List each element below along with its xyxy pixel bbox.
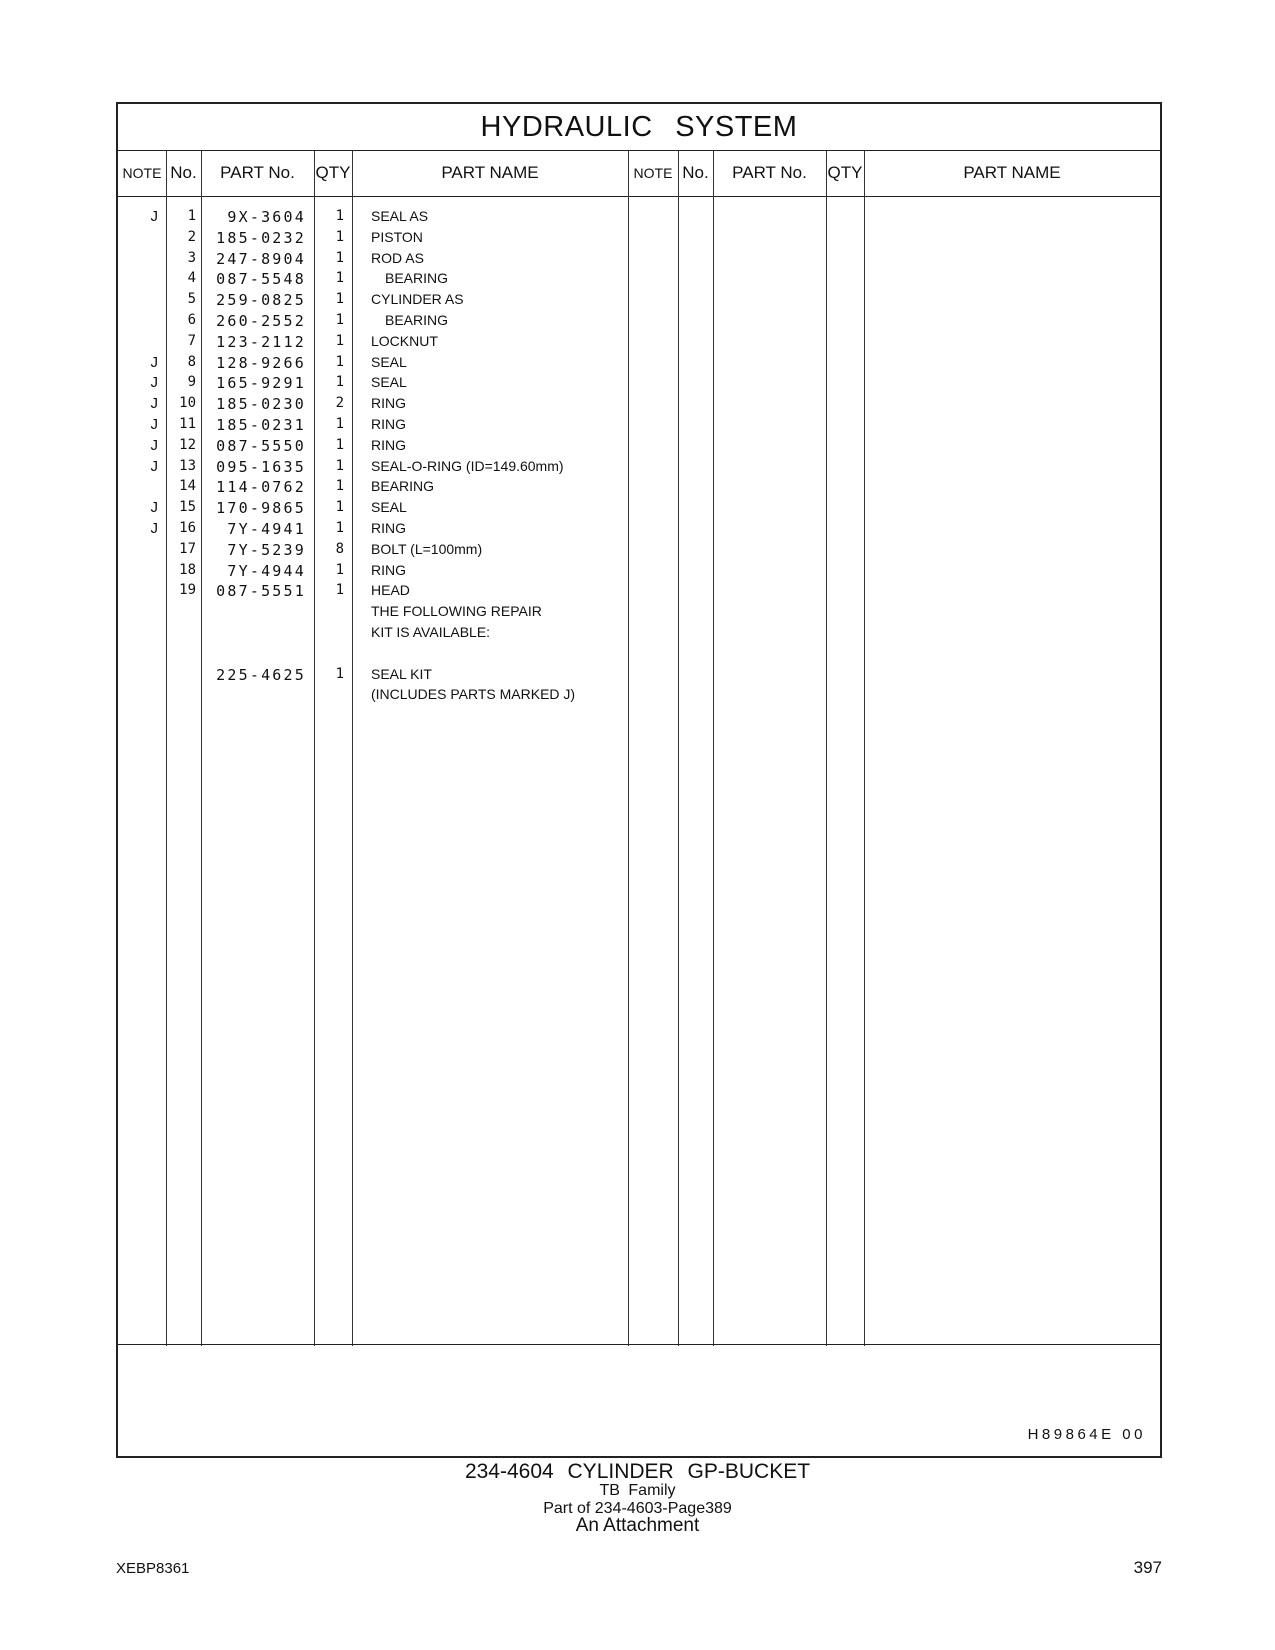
drawing-code: H89864E 00 [1027,1426,1146,1443]
part-name-cell: SEAL [371,353,407,370]
quantity-cell: 1 [335,249,344,266]
part-number-cell: 185-0232 [216,228,306,247]
table-row [118,478,1164,500]
table-row [118,582,1164,604]
header-note-right: NOTE [633,165,673,181]
item-number-cell: 14 [179,478,196,495]
table-row [118,395,1164,417]
quantity-cell: 1 [335,499,344,516]
item-number-cell: 4 [187,270,196,287]
part-number-cell: 259-0825 [216,291,306,310]
quantity-cell: 1 [335,208,344,224]
quantity-cell: 8 [335,540,344,557]
note-cell: J [150,395,158,413]
part-name-cell: HEAD [371,582,410,599]
item-number-cell: 5 [187,291,196,308]
part-name-cell: LOCKNUT [371,332,438,349]
table-row [118,229,1164,251]
part-number-cell: 225-4625 [216,665,306,684]
quantity-cell: 1 [335,665,344,682]
part-name-cell: SEAL AS [371,208,429,224]
assembly-part-of: Part of 234-4603-Page389 [543,1500,732,1517]
part-number-cell: 7Y-4944 [227,561,306,580]
table-row [118,291,1164,313]
quantity-cell: 1 [335,416,344,432]
header-qty-right: QTY [827,163,863,182]
quantity-cell: 1 [335,228,344,245]
part-name-cell: BEARING [385,270,449,287]
note-cell: J [150,208,158,225]
part-name-cell: SEAL [371,374,407,391]
quantity-cell: 1 [335,312,344,328]
table-row [118,437,1164,459]
part-number-cell: 114-0762 [216,478,306,497]
table-row [118,416,1164,438]
part-number-cell: 095-1635 [216,457,306,476]
quantity-cell: 1 [335,457,344,474]
quantity-cell: 1 [335,374,344,391]
item-number-cell: 1 [187,208,196,224]
table-row [118,270,1164,292]
note-cell: J [150,416,158,433]
part-name-cell: RING [371,395,406,412]
part-name-cell: SEAL KIT [371,665,432,682]
quantity-cell: 1 [335,478,344,495]
part-number-cell: 9X-3604 [227,208,306,226]
part-number-cell: 087-5550 [216,436,306,455]
part-number-cell: 123-2112 [216,332,306,351]
part-name-cell: THE FOLLOWING REPAIR [371,603,542,620]
item-number-cell: 11 [179,416,196,432]
header-part-no-left: PART No. [220,163,295,182]
table-row [118,624,1164,646]
part-number-cell: 170-9865 [216,499,306,518]
table-row [118,458,1164,480]
item-number-cell: 2 [187,228,196,245]
header-part-name-left: PART NAME [441,163,539,182]
item-number-cell: 6 [187,312,196,328]
part-number-cell: 260-2552 [216,312,306,330]
part-name-cell: CYLINDER AS [371,291,464,308]
table-row [118,374,1164,396]
note-cell: J [150,374,158,392]
note-cell: J [150,436,158,454]
section-title: HYDRAULIC SYSTEM [118,104,1160,151]
item-number-cell: 7 [187,332,196,349]
table-row [118,312,1164,334]
parts-list-sheet [116,102,1162,1458]
header-part-no-right: PART No. [732,163,807,182]
part-number-cell: 247-8904 [216,249,306,268]
item-number-cell: 12 [179,436,196,453]
part-name-cell: RING [371,436,406,453]
table-row [118,208,1164,230]
table-row [118,520,1164,542]
table-row [118,354,1164,376]
header-note-left: NOTE [122,165,162,181]
part-number-cell: 7Y-4941 [227,520,306,538]
item-number-cell: 18 [179,561,196,578]
header-no-right: No. [682,163,709,182]
part-name-cell: BOLT (L=100mm) [371,540,483,557]
part-name-cell: (INCLUDES PARTS MARKED J) [371,686,576,703]
table-row [118,333,1164,355]
part-number-cell: 165-9291 [216,374,306,393]
part-number-cell: 185-0231 [216,416,306,434]
item-number-cell: 17 [179,540,196,557]
table-row [118,499,1164,521]
note-cell: J [150,499,158,517]
document-id: XEBP8361 [116,1560,190,1577]
header-no-left: No. [170,163,197,182]
quantity-cell: 1 [335,270,344,287]
note-cell: J [150,457,158,475]
header-qty-left: QTY [315,163,351,182]
quantity-cell: 1 [335,436,344,453]
part-name-cell: RING [371,561,406,578]
part-name-cell: ROD AS [371,249,424,266]
part-number-cell: 185-0230 [216,395,306,414]
assembly-attachment: An Attachment [575,1515,700,1536]
note-cell: J [150,520,158,537]
item-number-cell: 13 [179,457,196,474]
part-number-cell: 087-5551 [216,582,306,601]
assembly-title: 234-4604 CYLINDER GP-BUCKET [464,1460,811,1483]
item-number-cell: 15 [179,499,196,516]
quantity-cell: 1 [335,332,344,349]
table-row [118,603,1164,625]
quantity-cell: 1 [335,520,344,536]
quantity-cell: 2 [335,395,344,412]
table-row [118,686,1164,708]
part-name-cell: KIT IS AVAILABLE: [371,624,491,640]
item-number-cell: 10 [179,395,196,412]
table-row [118,666,1164,688]
item-number-cell: 19 [179,582,196,599]
table-row [118,562,1164,584]
column-header-row [118,150,1160,197]
item-number-cell: 8 [187,353,196,370]
quantity-cell: 1 [335,353,344,370]
part-name-cell: BEARING [371,478,435,495]
item-number-cell: 16 [179,520,196,536]
header-part-name-right: PART NAME [963,163,1061,182]
part-number-cell: 087-5548 [216,270,306,289]
part-name-cell: RING [371,520,406,536]
part-name-cell: PISTON [371,228,423,245]
assembly-family: TB Family [599,1482,676,1499]
part-number-cell: 7Y-5239 [227,540,306,559]
part-name-cell: SEAL-O-RING (ID=149.60mm) [371,457,564,474]
table-row [118,645,1164,667]
note-cell: J [150,353,158,371]
part-name-cell: BEARING [385,312,449,328]
part-name-cell: RING [371,416,406,432]
quantity-cell: 1 [335,291,344,308]
page-number: 397 [1133,1558,1162,1577]
table-bottom-border [118,1344,1160,1345]
part-number-cell: 128-9266 [216,353,306,372]
part-name-cell: SEAL [371,499,407,516]
quantity-cell: 1 [335,582,344,599]
item-number-cell: 9 [187,374,196,391]
item-number-cell: 3 [187,249,196,266]
quantity-cell: 1 [335,561,344,578]
table-row [118,541,1164,563]
table-row [118,250,1164,272]
